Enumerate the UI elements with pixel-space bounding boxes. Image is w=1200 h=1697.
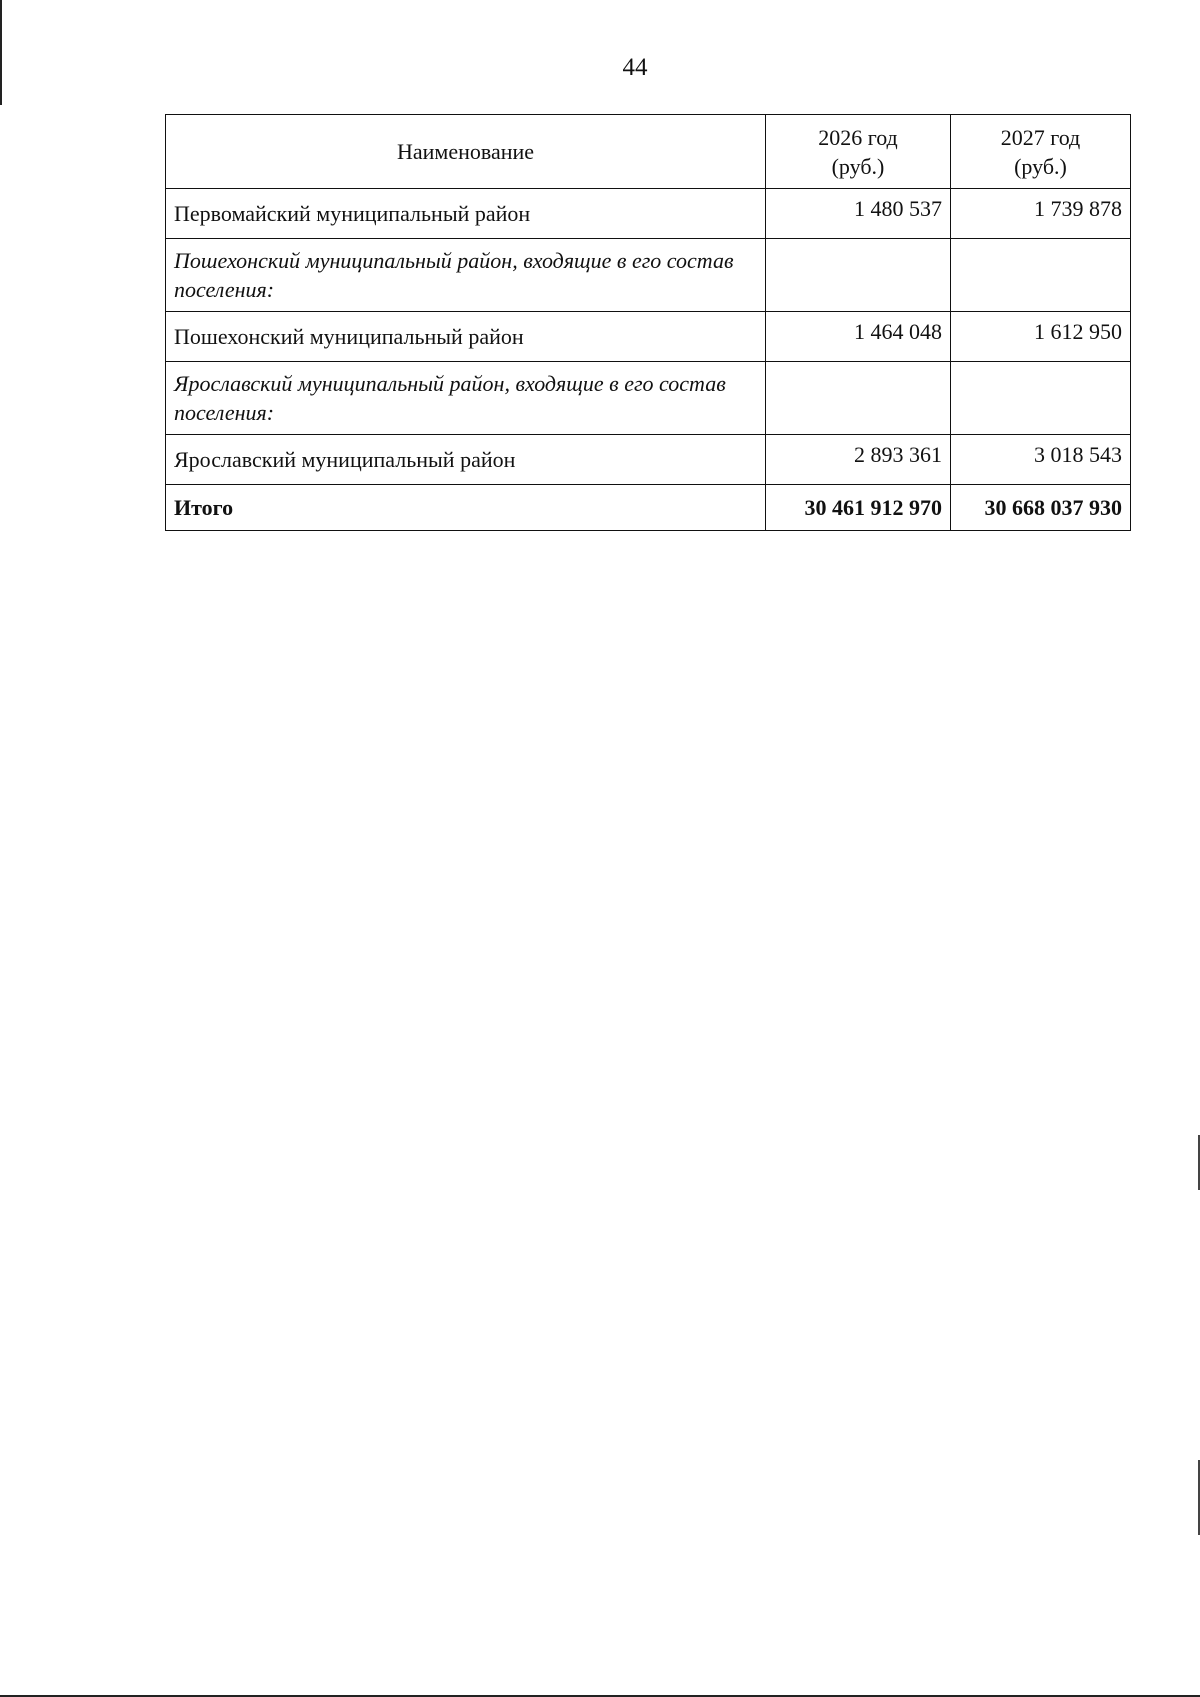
table-total-row bbox=[166, 485, 1131, 531]
total-label: Итого bbox=[166, 485, 766, 531]
table-row bbox=[166, 189, 1131, 239]
total-value-2027: 30 668 037 930 bbox=[951, 485, 1131, 531]
header-2027-year: 2027 год bbox=[1000, 124, 1081, 150]
row-value-2026: 2 893 361 bbox=[766, 435, 951, 485]
table-header-row bbox=[166, 115, 1131, 189]
row-name: Ярославский муниципальный район bbox=[166, 435, 766, 485]
row-value-2027: 3 018 543 bbox=[951, 435, 1131, 485]
row-value-2027: 1 612 950 bbox=[951, 312, 1131, 362]
group-name: Ярославский муниципальный район, входящие в его состав поселения: bbox=[166, 362, 766, 435]
group-name: Пошехонский муниципальный район, входящие в его состав поселения: bbox=[166, 239, 766, 312]
row-value-2027 bbox=[951, 239, 1131, 312]
table-group-row bbox=[166, 239, 1131, 312]
table-row bbox=[166, 435, 1131, 485]
row-name: Пошехонский муниципальный район bbox=[166, 312, 766, 362]
header-2026-unit: (руб.) bbox=[831, 153, 885, 179]
table-row bbox=[166, 312, 1131, 362]
row-value-2027: 1 739 878 bbox=[951, 189, 1131, 239]
budget-table bbox=[165, 114, 1131, 531]
row-value-2027 bbox=[951, 362, 1131, 435]
row-value-2026 bbox=[766, 239, 951, 312]
header-name: Наименование bbox=[166, 115, 766, 189]
table-group-row bbox=[166, 362, 1131, 435]
header-2026 bbox=[766, 115, 951, 189]
row-value-2026 bbox=[766, 362, 951, 435]
total-value-2026: 30 461 912 970 bbox=[766, 485, 951, 531]
header-2027 bbox=[951, 115, 1131, 189]
page-number: 44 bbox=[622, 54, 648, 81]
header-2027-unit: (руб.) bbox=[1014, 153, 1067, 179]
header-2026-year: 2026 год bbox=[818, 124, 898, 150]
row-value-2026: 1 480 537 bbox=[766, 189, 951, 239]
row-value-2026: 1 464 048 bbox=[766, 312, 951, 362]
row-name: Первомайский муниципальный район bbox=[166, 189, 766, 239]
